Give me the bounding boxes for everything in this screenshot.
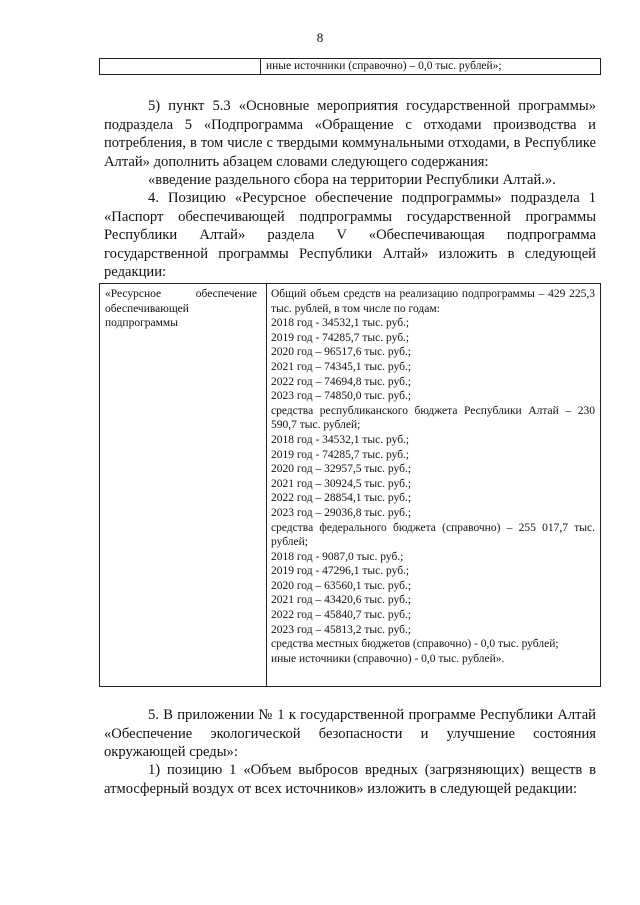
resource-values-cell (271, 287, 595, 666)
year-line: 2018 год - 9087,0 тыс. руб.; (271, 550, 404, 563)
year-line: 2020 год – 63560,1 тыс. руб.; (271, 579, 412, 592)
other-sources-cell: иные источники (справочно) – 0,0 тыс. рублей»; (266, 60, 502, 72)
year-line: 2018 год - 34532,1 тыс. руб.; (271, 317, 410, 330)
year-line: 2023 год – 45813,2 тыс. руб.; (271, 623, 412, 636)
year-line: 2020 год – 96517,6 тыс. руб.; (271, 346, 412, 359)
year-line: 2022 год – 28854,1 тыс. руб.; (271, 492, 412, 505)
paragraph-position-1: 1) позицию 1 «Объем выбросов вредных (загрязняющих) веществ в атмосферный воздух от всех источников» изложить в следующей редакции: (104, 762, 596, 797)
republic-budget-text: средства республиканского бюджета Республики Алтай – 230 590,7 тыс. рублей; (271, 404, 595, 432)
table-column-divider (260, 59, 261, 74)
year-line: 2018 год - 34532,1 тыс. руб.; (271, 433, 410, 446)
resource-label-line: подпрограммы (105, 317, 178, 330)
resource-label-line: «Ресурсное обеспечение (105, 288, 257, 300)
total-volume-text: Общий объем средств на реализацию подпрограммы – 429 225,3 тыс. рублей, в том числе по годам: (271, 288, 595, 315)
paragraph-point-5: 5. В приложении № 1 к государственной программе Республики Алтай «Обеспечение экологической безопасности и улучшение состояния окружающей среды»: (104, 707, 596, 760)
year-line: 2022 год – 45840,7 тыс. руб.; (271, 609, 412, 622)
paragraph-point-4: 4. Позицию «Ресурсное обеспечение подпрограммы» подраздела 1 «Паспорт обеспечивающей подпрограммы государственной программы Республики Алтай» раздела V «Обеспечивающая подпрограмма государственной программы Республики Алтай» изложить в следующей редакции: (104, 190, 596, 280)
year-line: 2019 год - 74285,7 тыс. руб.; (271, 331, 410, 344)
resource-label-cell (105, 287, 257, 331)
year-line: 2019 год - 47296,1 тыс. руб.; (271, 565, 410, 578)
year-line: 2021 год – 74345,1 тыс. руб.; (271, 360, 412, 373)
resource-label-line: обеспечивающей (105, 302, 189, 315)
year-line: 2020 год – 32957,5 тыс. руб.; (271, 463, 412, 476)
page-number: 8 (316, 30, 324, 45)
year-line: 2021 год – 30924,5 тыс. руб.; (271, 477, 412, 490)
continuation-table (99, 58, 601, 75)
paragraph-item-5: 5) пункт 5.3 «Основные мероприятия государственной программы» подраздела 5 «Подпрограмма «Обращение с отходами производства и потребления, в том числе с твердыми коммунальными отходами, в Республике Алтай» дополнить абзацем словами следующего содержания: (104, 98, 596, 170)
federal-budget-text: средства федерального бюджета (справочно) – 255 017,7 тыс. рублей; (271, 521, 595, 549)
other-sources-text: иные источники (справочно) - 0,0 тыс. рублей». (271, 652, 505, 665)
table-column-divider (266, 284, 267, 686)
year-line: 2022 год – 74694,8 тыс. руб.; (271, 375, 412, 388)
resource-provision-table (99, 283, 601, 687)
local-budget-text: средства местных бюджетов (справочно) - 0,0 тыс. рублей; (271, 638, 559, 651)
year-line: 2023 год – 29036,8 тыс. руб.; (271, 506, 412, 519)
year-line: 2023 год – 74850,0 тыс. руб.; (271, 390, 412, 403)
year-line: 2021 год – 43420,6 тыс. руб.; (271, 594, 412, 607)
paragraph-separate-collection: «введение раздельного сбора на территории Республики Алтай.». (148, 172, 556, 188)
year-line: 2019 год - 74285,7 тыс. руб.; (271, 448, 410, 461)
